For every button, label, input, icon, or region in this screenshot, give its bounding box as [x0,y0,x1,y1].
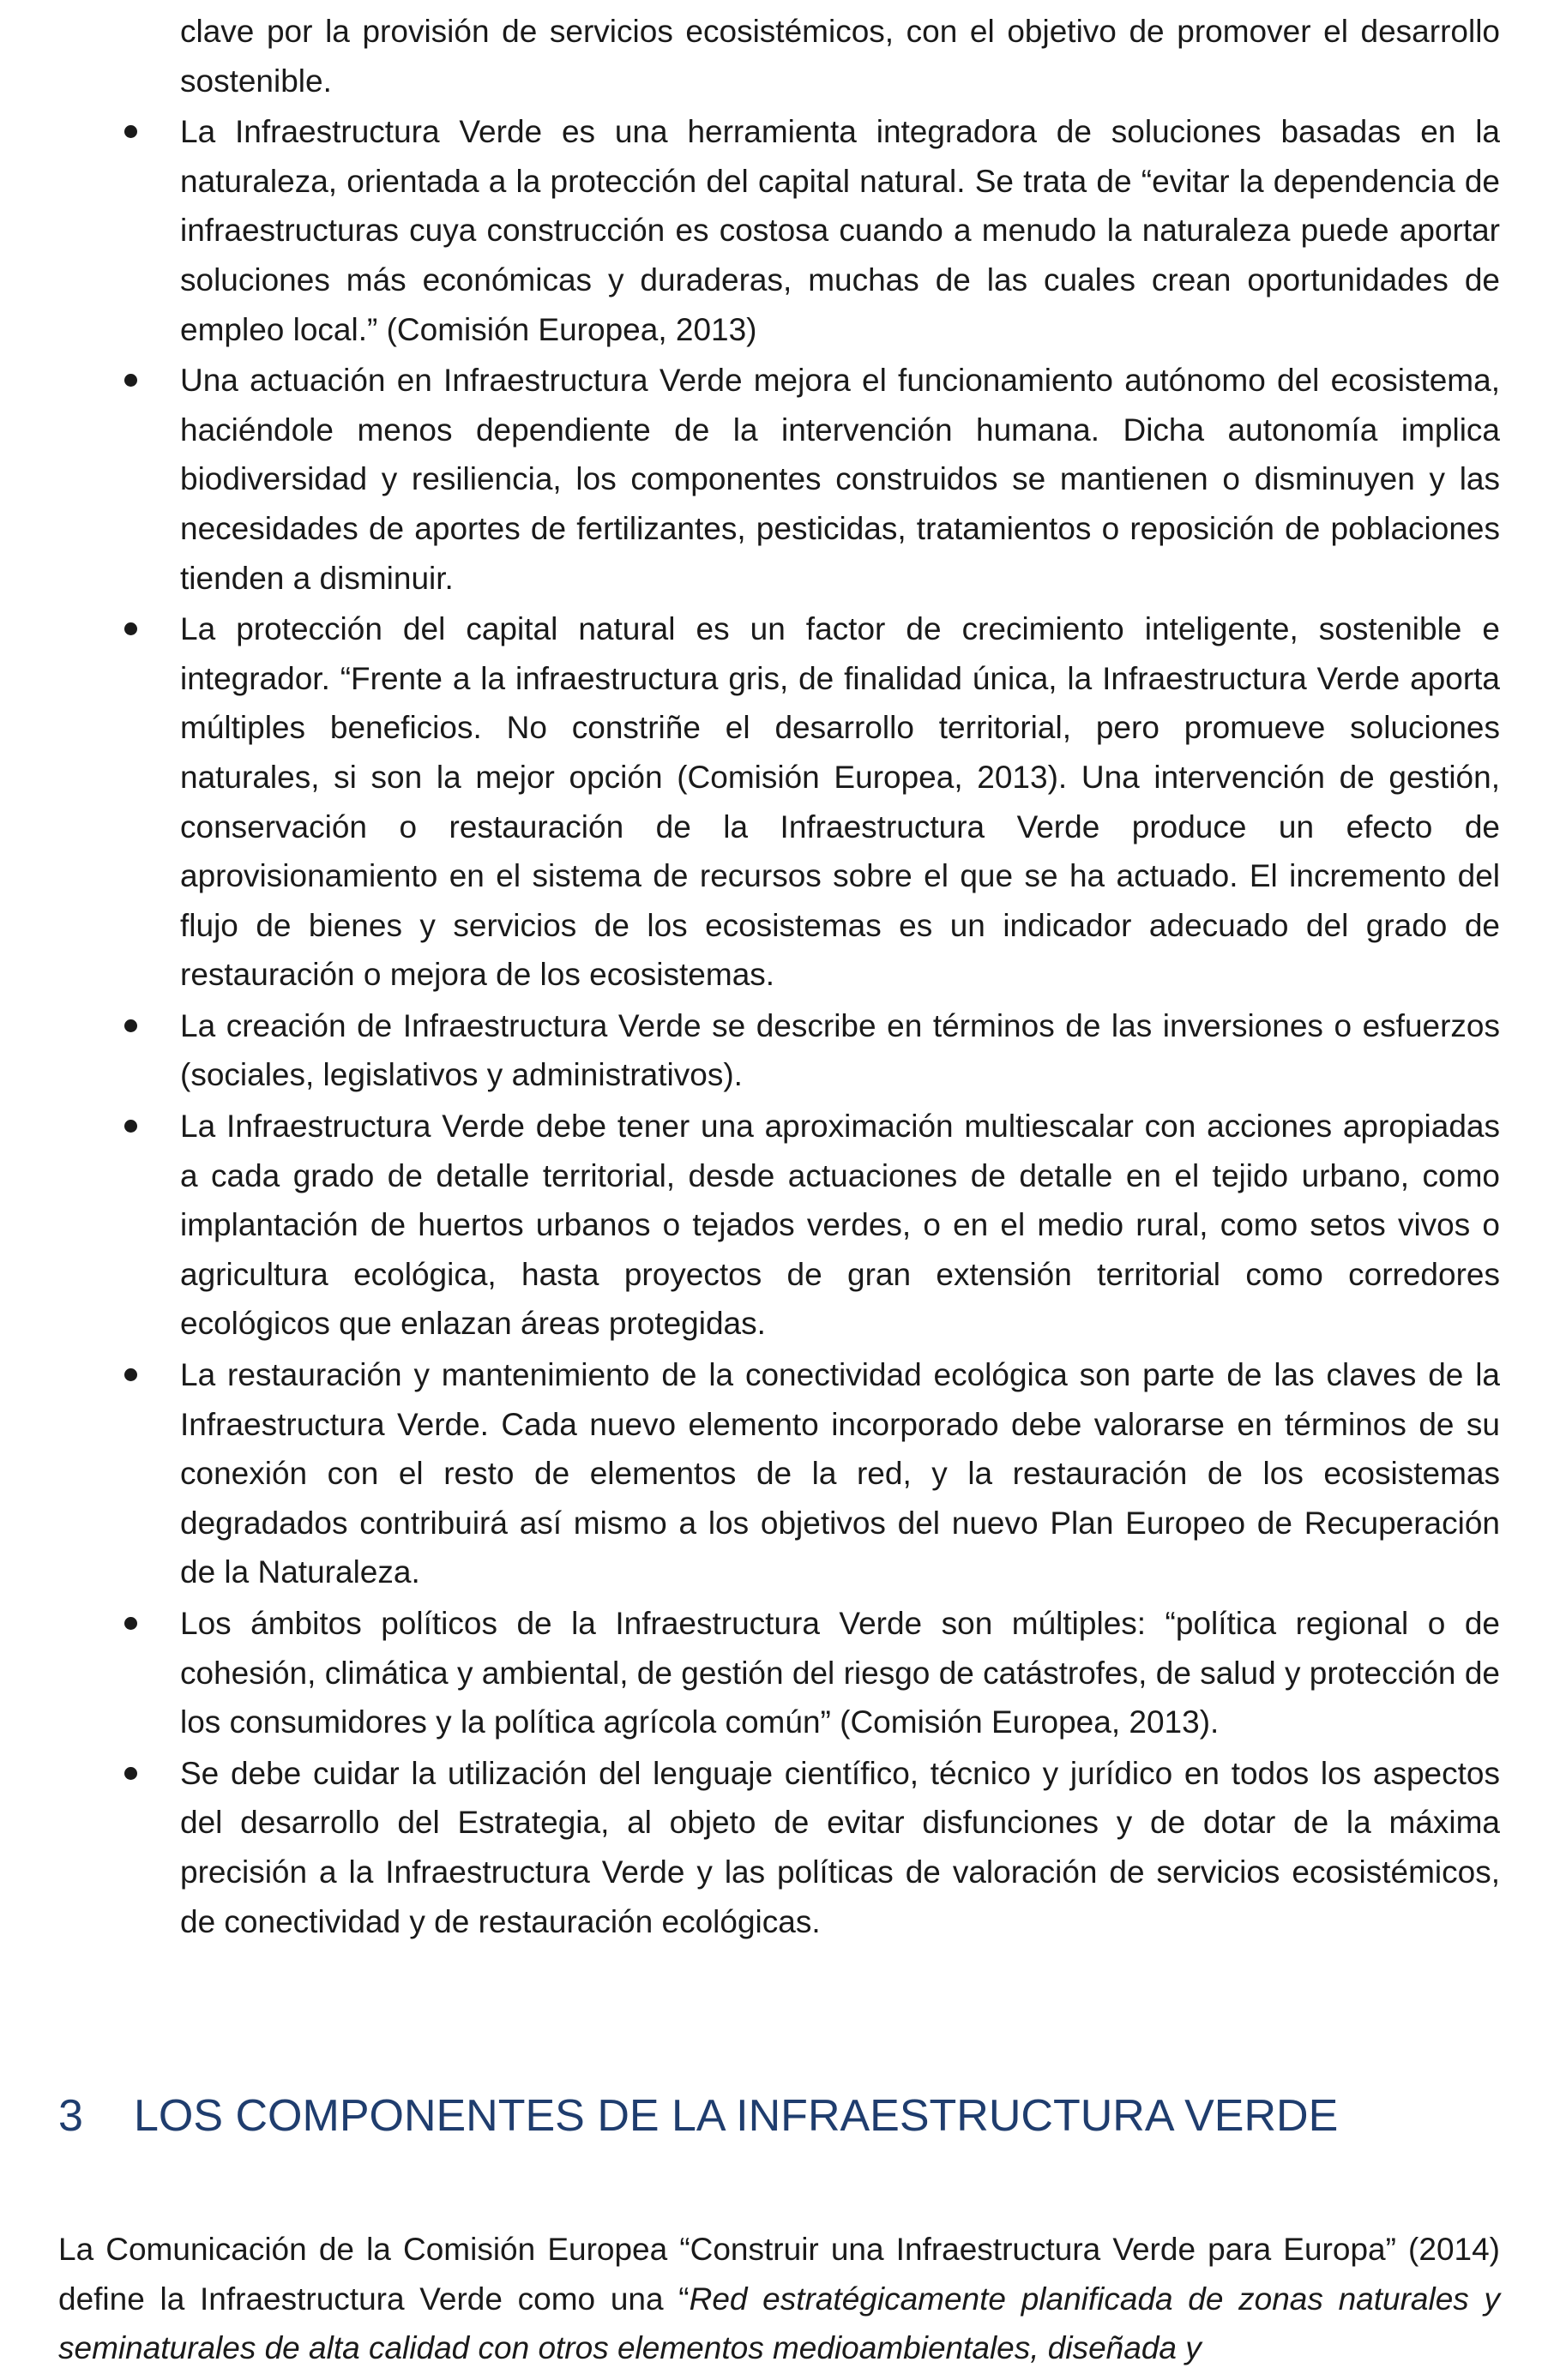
bullet-text: La creación de Infraestructura Verde se describe en términos de las inversiones o esfuerzos (sociales, legislativos y administrativos). [180,1007,1500,1093]
bullet-icon [124,1120,137,1133]
bullet-text: Los ámbitos políticos de la Infraestructura Verde son múltiples: “política regional o de cohesión, climática y ambiental, de gestión del riesgo de catástrofes, de salud y protección de los consumidores y la política agrícola común” (Comisión Europea, 2013). [180,1606,1500,1740]
bullet-item-8 [0,1749,1560,1946]
bullet-item-6 [0,1350,1560,1597]
bullet-icon [124,1617,137,1630]
bullet-text: La protección del capital natural es un factor de crecimiento inteligente, sostenible e integrador. “Frente a la infraestructura gris, de finalidad única, la Infraestructura Verde aporta múltiples beneficios. No constriñe el desarrollo territorial, pero promueve soluciones naturales, si son la mejor opción (Comisión Europea, 2013). Una intervención de gestión, conservación o restauración de la Infraestructura Verde produce un efecto de aprovisionamiento en el sistema de recursos sobre el que se ha actuado. El incremento del flujo de bienes y servicios de los ecosistemas es un indicador adecuado del grado de restauración o mejora de los ecosistemas. [180,611,1500,993]
bullet-item-4 [0,1001,1560,1100]
bullet-icon [124,125,137,138]
bullet-text: La Infraestructura Verde es una herramienta integradora de soluciones basadas en la naturaleza, orientada a la protección del capital natural. Se trata de “evitar la dependencia de infraestructuras cuya construcción es costosa cuando a menudo la naturaleza puede aportar soluciones más económicas y duraderas, muchas de las cuales crean oportunidades de empleo local.” (Comisión Europea, 2013) [180,114,1500,347]
bullet-text: Se debe cuidar la utilización del lenguaje científico, técnico y jurídico en todos los aspectos del desarrollo del Estrategia, al objeto de evitar disfunciones y de dotar de la máxima precisión a la Infraestructura Verde y las políticas de valoración de servicios ecosistémicos, de conectividad y de restauración ecológicas. [180,1755,1500,1939]
closing-italic-quote: Red estratégicamente planificada de zonas naturales y seminaturales de alta calidad con otros elementos medioambientales, diseñada y [58,2281,1500,2366]
bullet-item-2 [0,356,1560,603]
bullet-icon [124,622,137,635]
bullet-item-5 [0,1102,1560,1349]
section-heading [58,2082,1338,2150]
continued-paragraph: clave por la provisión de servicios ecosistémicos, con el objetivo de promover el desarrollo sostenible. [180,14,1500,99]
bullet-text: Una actuación en Infraestructura Verde mejora el funcionamiento autónomo del ecosistema, haciéndole menos dependiente de la intervención humana. Dicha autonomía implica biodiversidad y resiliencia, los componentes construidos se mantienen o disminuyen y las necesidades de aportes de fertilizantes, pesticidas, tratamientos o reposición de poblaciones tienden a disminuir. [180,363,1500,596]
bullet-icon [124,1368,137,1381]
bullet-item-1 [0,107,1560,354]
bullet-text: La Infraestructura Verde debe tener una aproximación multiescalar con acciones apropiadas a cada grado de detalle territorial, desde actuaciones de detalle en el tejido urbano, como implantación de huertos urbanos o tejados verdes, o en el medio rural, como setos vivos o agricultura ecológica, hasta proyectos de gran extensión territorial como corredores ecológicos que enlazan áreas protegidas. [180,1109,1500,1342]
section-number: 3 [58,2091,83,2141]
bullet-icon [124,374,137,387]
bullet-text: La restauración y mantenimiento de la conectividad ecológica son parte de las claves de la Infraestructura Verde. Cada nuevo elemento incorporado debe valorarse en términos de su conexión con el resto de elementos de la red, y la restauración de los ecosistemas degradados contribuirá así mismo a los objetivos del nuevo Plan Europeo de Recuperación de la Naturaleza. [180,1357,1500,1590]
closing-lead-text: La Comunicación de la Comisión Europea “Construir una Infraestructura Verde para Europa” (2014) define la Infraestructura Verde como una “ [58,2232,1500,2317]
bullet-item-7 [0,1599,1560,1747]
closing-paragraph [58,2225,1500,2373]
bullet-item-3 [0,604,1560,1000]
bullet-list [0,7,1560,1948]
bullet-icon [124,1767,137,1780]
section-title: LOS COMPONENTES DE LA INFRAESTRUCTURA VERDE [134,2091,1339,2141]
bullet-icon [124,1019,137,1032]
